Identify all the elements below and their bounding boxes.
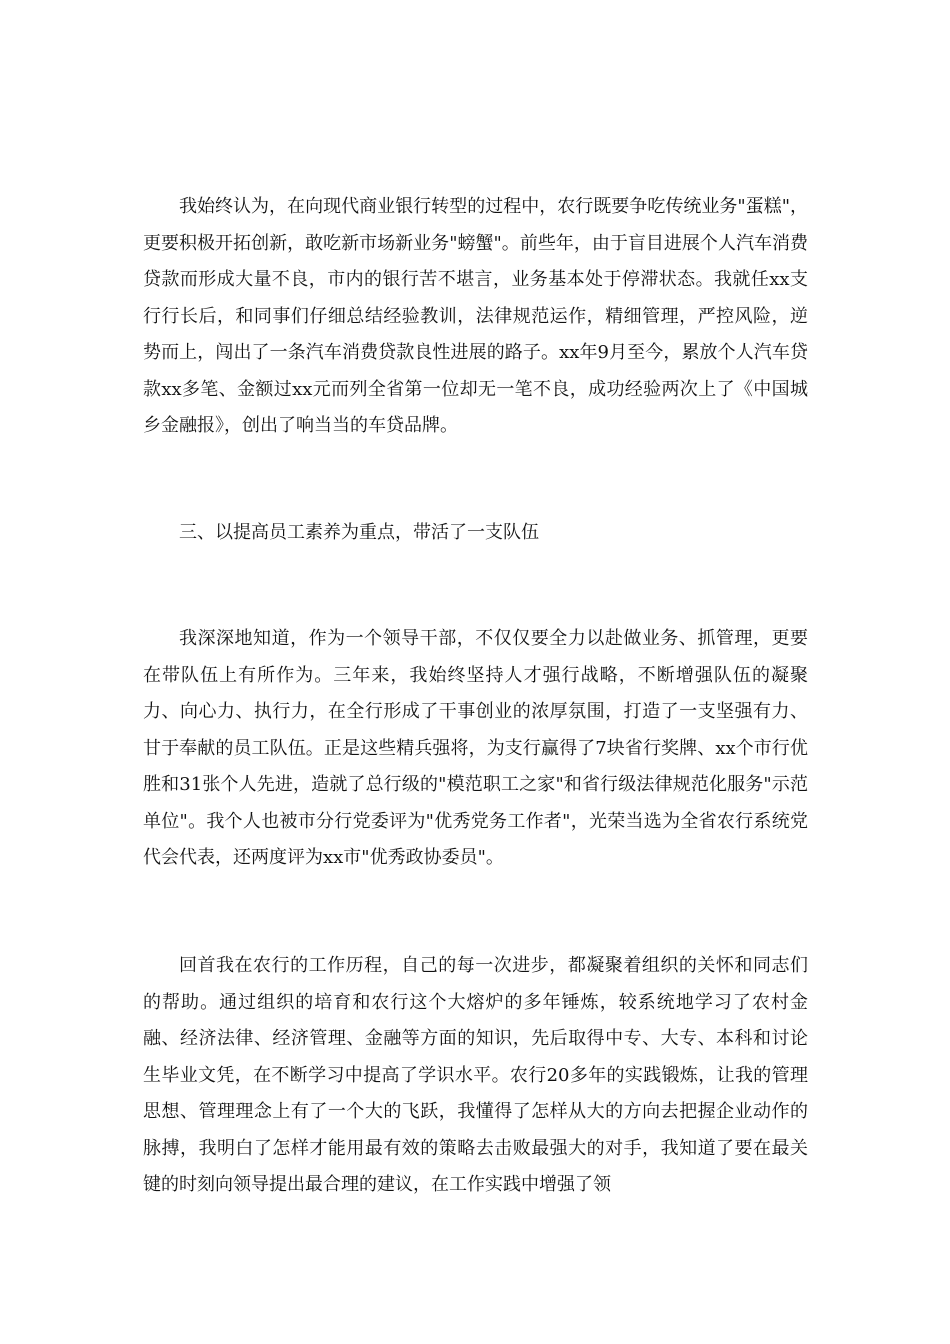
paragraph-team-building: 我深深地知道，作为一个领导干部，不仅仅要全力以赴做业务、抓管理，更要在带队伍上有所作为。三年来，我始终坚持人才强行战略，不断增强队伍的凝聚力、向心力、执行力，在全行形成了干事创业的浓厚氛围，打造了一支坚强有力、甘于奉献的员工队伍。正是这些精兵强将，为支行赢得了7块省行奖牌、xx个市行优胜和31张个人先进，造就了总行级的"模范职工之家"和省行级法律规范化服务"示范单位"。我个人也被市分行党委评为"优秀党务工作者"，光荣当选为全省农行系统党代会代表，还两度评为xx市"优秀政协委员"。 (143, 628, 808, 868)
paragraph-career-review: 回首我在农行的工作历程，自己的每一次进步，都凝聚着组织的关怀和同志们的帮助。通过组织的培育和农行这个大熔炉的多年锤炼，较系统地学习了农村金融、经济法律、经济管理、金融等方面的知识，先后取得中专、大专、本科和讨论生毕业文凭，在不断学习中提高了学识水平。农行20多年的实践锻炼，让我的管理思想、管理理念上有了一个大的飞跃，我懂得了怎样从大的方向去把握企业动作的脉搏，我明白了怎样才能用最有效的策略去击败最强大的对手，我知道了要在最关键的时刻向领导提出最合理的建议，在工作实践中增强了领 (143, 955, 808, 1195)
section-heading-team: 三、以提高员工素养为重点，带活了一支队伍 (179, 522, 539, 543)
paragraph-car-loans: 我始终认为，在向现代商业银行转型的过程中，农行既要争吃传统业务"蛋糕"，更要积极开拓创新，敢吃新市场新业务"螃蟹"。前些年，由于盲目进展个人汽车消费贷款而形成大量不良，市内的银行苦不堪言，业务基本处于停滞状态。我就任xx支行行长后，和同事们仔细总结经验教训，法律规范运作，精细管理，严控风险，逆势而上，闯出了一条汽车消费贷款良性进展的路子。xx年9月至今，累放个人汽车贷款xx多笔、金额过xx元而列全省第一位却无一笔不良，成功经验两次上了《中国城乡金融报》，创出了响当当的车贷品牌。 (143, 196, 808, 436)
